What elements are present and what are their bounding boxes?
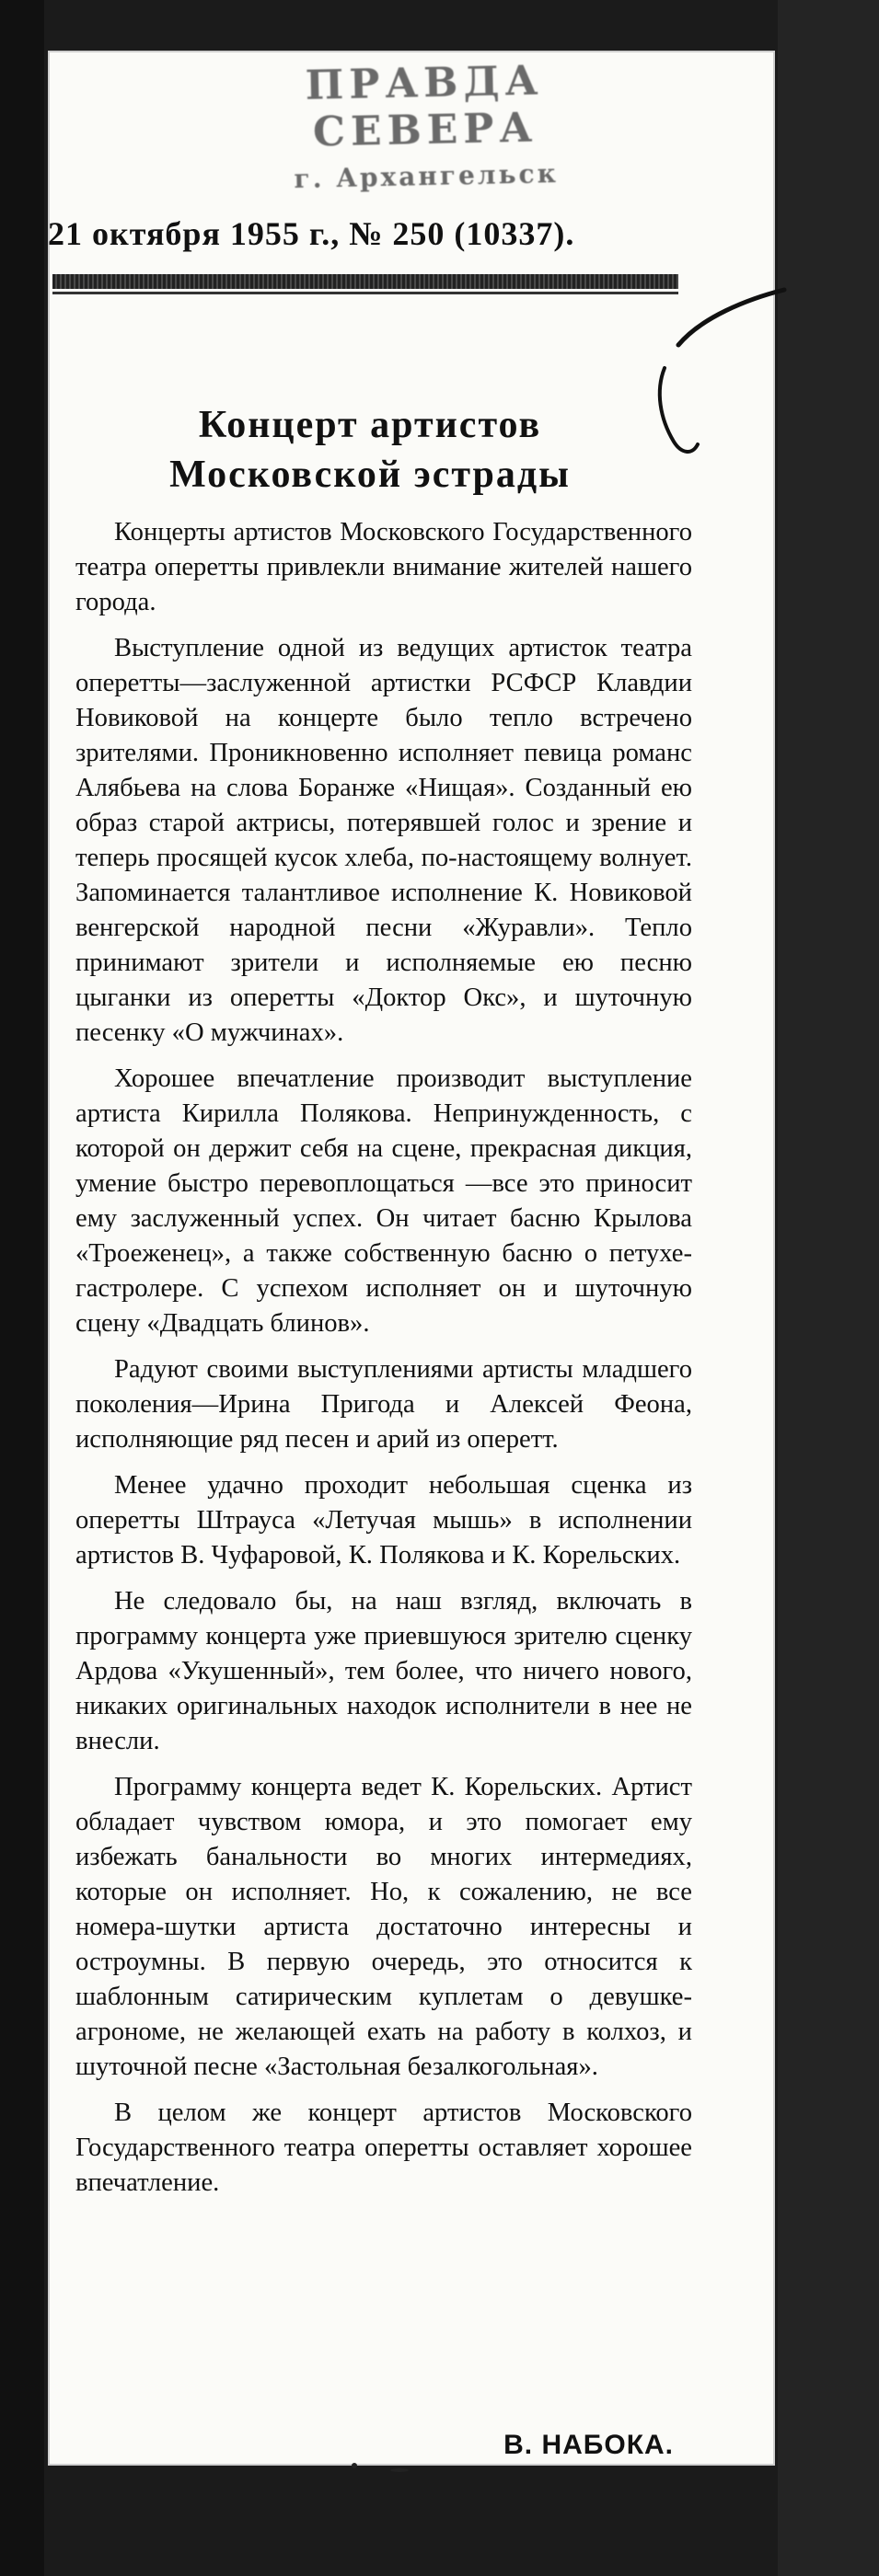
headline-line-1: Концерт артистов <box>198 404 542 446</box>
newspaper-clipping <box>48 51 775 2466</box>
header-rule-thin <box>52 292 678 294</box>
article-paragraph: Менее удачно проходит небольшая сценка из оперетты Штрауса «Летучая мышь» в исполнении артистов В. Чуфаровой, К. Полякова и К. Корельских. <box>75 1471 692 1570</box>
stamp-city: г. Архангельск <box>294 157 560 194</box>
header-rule <box>52 274 678 289</box>
article-paragraph: В целом же концерт артистов Московского Государственного театра оперетты оставляет хорошее впечатление. <box>75 2099 692 2197</box>
scan-border-left <box>0 0 44 2576</box>
ink-speck <box>352 2463 357 2468</box>
author-signature: В. НАБОКА. <box>503 2430 674 2460</box>
headline-line-2: Московской эстрады <box>169 454 571 496</box>
newspaper-stamp <box>231 56 620 196</box>
article-paragraph: Радуют своими выступлениями артисты младшего поколения—Ирина Пригода и Алексей Феона, исполняющие ряд песен и арий из оперетт. <box>75 1355 692 1454</box>
handwritten-mark-icon <box>637 281 793 474</box>
issue-dateline: 21 октября 1955 г., № 250 (10337). <box>48 215 575 252</box>
article-paragraph: Концерты артистов Московского Государственного театра оперетты привлекли внимание жителей нашего города. <box>75 518 692 616</box>
article-headline <box>85 400 655 500</box>
article-paragraph: Выступление одной из ведущих артисток театра оперетты—заслуженной артистки РСФСР Клавдии Новиковой на концерте было тепло встречено зрителями. Проникновенно исполняет певица романс Алябьева на слова Боранже «Нищая». Созданный ею образ старой актрисы, потерявшей голос и зрение и теперь просящей кусок хлеба, по-настоящему волнует. Запоминается талантливое исполнение К. Новиковой венгерской народной песни «Журавли». Тепло принимают зрители и исполняемые ею песню цыганки из оперетты «Доктор Окс», и шуточную песенку «О мужчинах». <box>75 634 692 1047</box>
stamp-newspaper-name: ПРАВДА СЕВЕРА <box>305 57 544 156</box>
ink-speck <box>390 2468 409 2472</box>
article-paragraph: Программу концерта ведет К. Корельских. Артист обладает чувством юмора, и это помогает ему избежать банальности во многих интермедиях, которые он исполняет. Но, к сожалению, не все номера-шутки артиста достаточно интересны и остроумны. В первую очередь, это относится к шаблонным сатирическим куплетам о девушке-агрономе, не желающей ехать на работу в колхоз, и шуточной песне «Застольная безалкогольная». <box>75 1773 692 2081</box>
article-paragraph: Не следовало бы, на наш взгляд, включать в программу концерта уже приевшуюся зрителю сценку Ардова «Укушенный», тем более, что ничего нового, никаких оригинальных находок исполнители в нее не внесли. <box>75 1587 692 1755</box>
article-body <box>75 515 692 2212</box>
article-paragraph: Хорошее впечатление производит выступление артиста Кирилла Полякова. Непринужденность, с которой он держит себя на сцене, прекрасная дикция, умение быстро перевоплощаться —все это приносит ему заслуженный успех. Он читает басню Крылова «Троеженец», а также собственную басню о петухе-гастролере. С успехом исполняет он и шуточную сцену «Двадцать блинов». <box>75 1064 692 1338</box>
